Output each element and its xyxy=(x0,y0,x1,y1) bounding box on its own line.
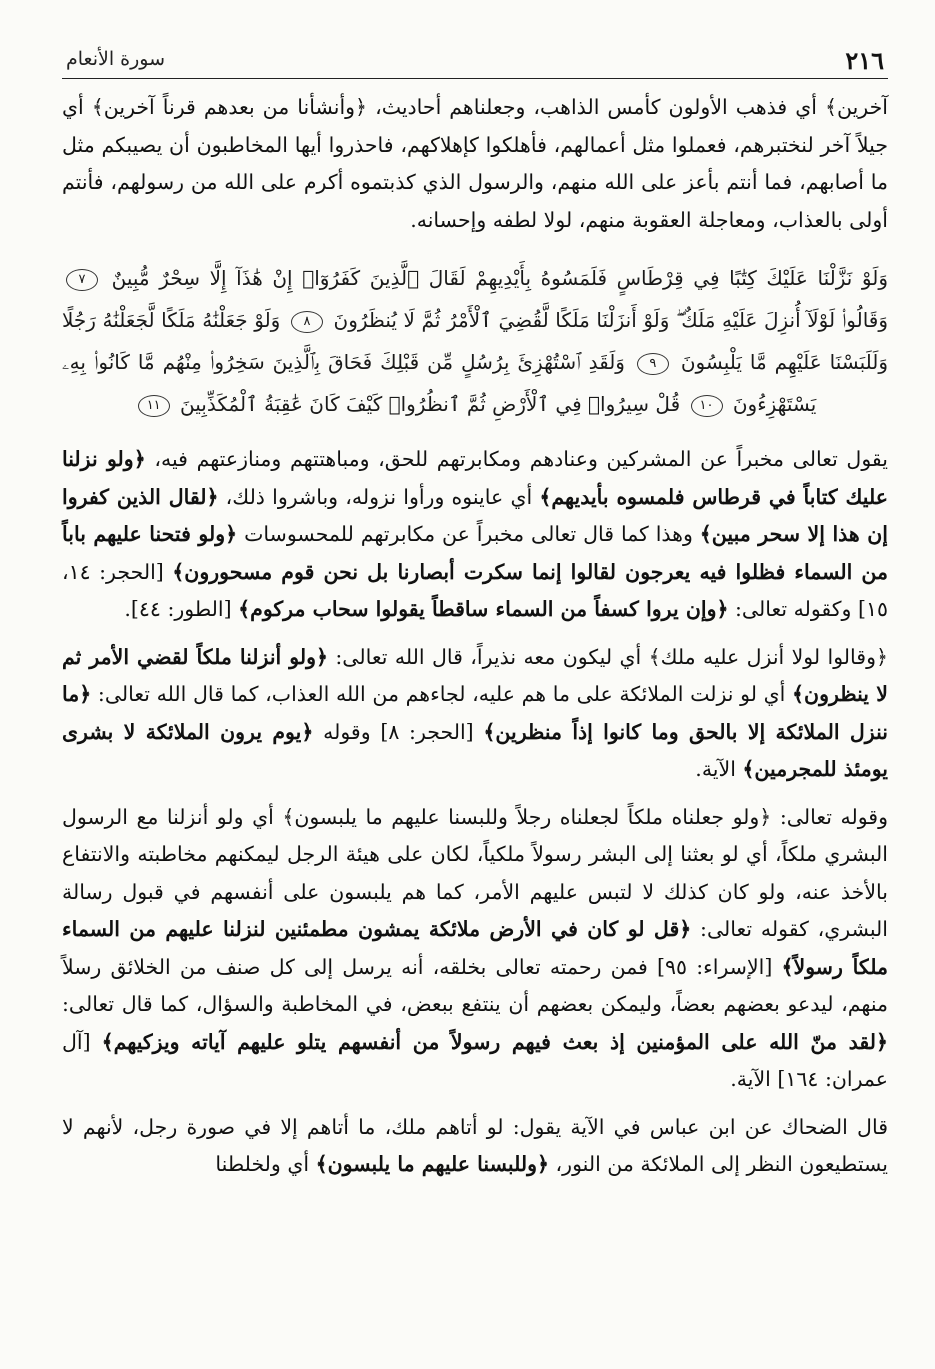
verse-quote: ﴿لقد منّ الله على المؤمنين إذ بعث فيهم رسولاً من أنفسهم يتلو عليهم آياته ويزكيهم﴾ xyxy=(101,1029,889,1054)
tafsir-paragraph-3 xyxy=(62,799,888,1099)
verse-quote: ﴿قل لو كان في الأرض ملائكة يمشون مطمئنين لنزلنا عليهم من السماء ملكاً رسولاً﴾ xyxy=(62,917,889,979)
text-run: [الإسراء: ٩٥] فمن رحمته تعالى بخلقه، أنه يرسل إلى كل صنف من الخلائق رسلاً منهم، ليدعو بعضهم بعضاً، وليمكن بعضهم أن ينتفع ببعض، في المخاطبة والسؤال، كما قال تعالى: xyxy=(62,954,888,1016)
intro-paragraph: آخرين﴾ أي فذهب الأولون كأمس الذاهب، وجعلناهم أحاديث، ﴿وأنشأنا من بعدهم قرناً آخرين﴾ أي جيلاً آخر لنختبرهم، فعملوا مثل أعمالهم، فأهلكوا كإهلاكهم، فاحذروا أيها المخاطبون أن يصيبكم مثل ما أصابهم، فما أنتم بأعز على الله منهم، والرسول الذي كذبتموه أكرم على الله من رسولهم، فأنتم أولى بالعذاب، ومعاجلة العقوبة منهم، لولا لطفه وإحسانه. xyxy=(62,95,888,232)
text-run: ﴿وقالوا لولا أنزل عليه ملك﴾ أي ليكون معه نذيراً، قال الله تعالى: xyxy=(328,644,888,669)
text-run: يقول تعالى مخبراً عن المشركين وعنادهم ومكابرتهم للحق، ومباهتتهم ومنازعتهم فيه، xyxy=(145,447,888,471)
page-header xyxy=(62,40,888,79)
tafsir-paragraph-2 xyxy=(62,639,888,789)
verse-quote: ﴿لقال الذين كفروا إن هذا إلا سحر مبين﴾ xyxy=(62,484,888,546)
verse-quote: ﴿يوم يرون الملائكة لا بشرى يومئذ للمجرمين﴾ xyxy=(62,719,888,781)
ayah-11-number: ١١ xyxy=(138,395,170,417)
ayah-8-number: ٨ xyxy=(291,311,323,333)
text-run: أي عاينوه ورأوا نزوله، وباشروا ذلك، xyxy=(218,484,540,509)
text-run: أي ولخلطنا xyxy=(215,1152,316,1176)
ayah-9-number: ٩ xyxy=(637,353,669,375)
page-number: ٢١٦ xyxy=(845,46,884,75)
ayah-10-text: وَلَقَدِ ٱسْتُهْزِئَ بِرُسُلٍ مِّن قَبْلِكَ فَحَاقَ بِٱلَّذِينَ سَخِرُوا۟ مِنْهُم مَّا كَانُوا۟ بِهِۦ يَسْتَهْزِءُونَ xyxy=(62,350,817,416)
text-run: وهذا كما قال تعالى مخبراً عن مكابرتهم للمحسوسات xyxy=(237,522,700,546)
ayah-11-text: قُلْ سِيرُوا۟ فِي ٱلْأَرْضِ ثُمَّ ٱنظُرُوا۟ كَيْفَ كَانَ عَٰقِبَةُ ٱلْمُكَذِّبِينَ xyxy=(180,392,681,416)
verse-quote: ﴿ولو أنزلنا ملكاً لقضي الأمر ثم لا ينظرون﴾ xyxy=(62,644,888,706)
ayah-9-text: وَلَوْ جَعَلْنَٰهُ مَلَكًا لَّجَعَلْنَٰهُ رَجُلًا وَلَلَبَسْنَا عَلَيْهِم مَّا يَلْبِسُونَ xyxy=(62,308,889,374)
verse-quote: ﴿ولو فتحنا عليهم باباً من السماء فظلوا فيه يعرجون لقالوا إنما سكرت أبصارنا بل نحن قوم مسحورون﴾ xyxy=(62,522,888,584)
ayah-7-text: وَلَوْ نَزَّلْنَا عَلَيْكَ كِتَٰبًا فِي قِرْطَاسٍ فَلَمَسُوهُ بِأَيْدِيهِمْ لَقَالَ ٱلَّذِينَ كَفَرُوٓا۟ إِنْ هَٰذَآ إِلَّا سِحْرٌ مُّبِينٌ xyxy=(111,266,889,290)
text-run: الآية. xyxy=(695,757,743,781)
verse-reference: [آل عمران: ١٦٤] الآية. xyxy=(62,1029,888,1091)
surah-name: سورة الأنعام xyxy=(66,48,166,70)
verse-reference: [الطور: ٤٤]. xyxy=(124,597,239,621)
tafsir-paragraph-4 xyxy=(62,1109,888,1184)
verse-quote: ﴿وإن يروا كسفاً من السماء ساقطاً يقولوا سحاب مركوم﴾ xyxy=(238,597,729,621)
ayah-10-number: ١٠ xyxy=(691,395,723,417)
tafsir-paragraph-1 xyxy=(62,441,888,629)
verse-quote: ﴿ولو نزلنا عليك كتاباً في قرطاس فلمسوه بأيديهم﴾ xyxy=(62,447,888,509)
quran-verses-block xyxy=(62,257,888,425)
verse-quote: ﴿وللبسنا عليهم ما يلبسون﴾ xyxy=(315,1152,550,1176)
text-run: وقوله تعالى: ﴿ولو جعلناه ملكاً لجعلناه رجلاً وللبسنا عليهم ما يلبسون﴾ أي ولو أنزلنا مع الرسول البشري ملكاً، أي لو بعثنا إلى البشر رسولاً ملكياً، لكان على هيئة الرجل ليمكنهم مخاطبته والانتفاع بالأخذ عنه، ولو كان كذلك لا لتبس عليهم الأمر، كما هم يلبسون على أنفسهم في قبول رسالة البشري، كقوله تعالى: xyxy=(62,804,888,941)
verse-reference: [الحجر: ١٤، ١٥] وكقوله تعالى: xyxy=(62,559,888,621)
text-run: أي لو نزلت الملائكة على ما هم عليه، لجاءهم من الله العذاب، كما قال الله تعالى: xyxy=(91,682,793,706)
ayah-8-text: وَقَالُوا۟ لَوْلَآ أُنزِلَ عَلَيْهِ مَلَكٌ ۖ وَلَوْ أَنزَلْنَا مَلَكًا لَّقُضِيَ ٱلْأَمْرُ ثُمَّ لَا يُنظَرُونَ xyxy=(333,308,889,332)
ayah-7-number: ٧ xyxy=(66,269,98,291)
book-page xyxy=(62,40,888,1350)
verse-quote: ﴿ما ننزل الملائكة إلا بالحق وما كانوا إذاً منظرين﴾ xyxy=(62,682,889,744)
text-run: قال الضحاك عن ابن عباس في الآية يقول: لو أتاهم ملك، ما أتاهم إلا في صورة رجل، لأنهم لا يستطيعون النظر إلى الملائكة من النور، xyxy=(62,1114,888,1176)
verse-reference: [الحجر: ٨] وقوله xyxy=(313,719,484,744)
